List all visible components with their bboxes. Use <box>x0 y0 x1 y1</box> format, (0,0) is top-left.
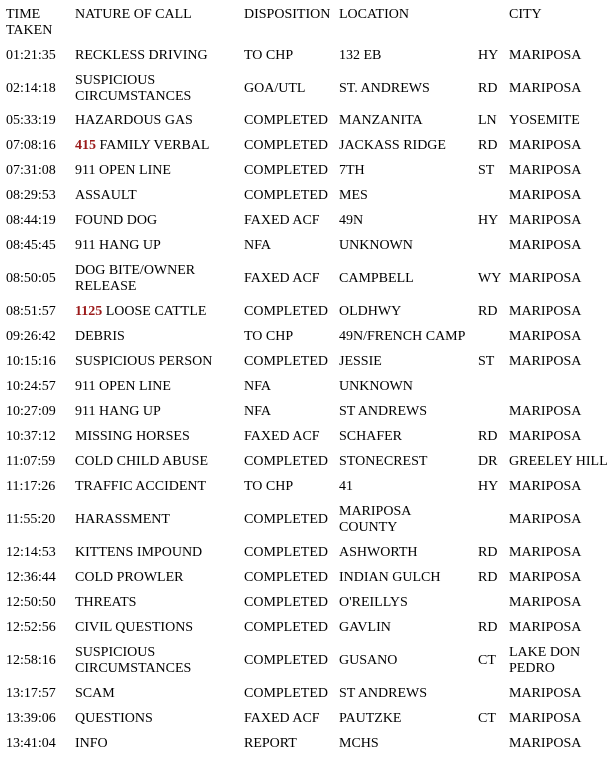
time-cell: 12:58:16 <box>6 652 56 668</box>
disposition-cell: NFA <box>244 403 271 419</box>
time-cell: 12:14:53 <box>6 544 56 560</box>
disposition-cell: COMPLETED <box>244 137 328 153</box>
location-cell: STONECREST <box>339 453 428 469</box>
table-row <box>0 681 614 706</box>
city-cell <box>509 374 614 399</box>
location-cell: OLDHWY <box>339 303 402 319</box>
time-cell: 13:39:06 <box>6 710 56 726</box>
suffix-cell <box>478 374 508 399</box>
table-row <box>0 540 614 565</box>
header-location: LOCATION <box>339 7 409 22</box>
disposition-cell: COMPLETED <box>244 619 328 635</box>
suffix-cell <box>478 233 508 258</box>
suffix-cell <box>478 590 508 615</box>
city-cell: MARIPOSA <box>509 685 582 701</box>
table-row <box>0 109 614 133</box>
disposition-cell: COMPLETED <box>244 453 328 469</box>
suffix-cell: ST <box>478 353 495 369</box>
nature-cell: FOUND DOG <box>75 212 158 228</box>
table-row <box>0 324 614 349</box>
location-cell: INDIAN GULCH <box>339 569 441 585</box>
nature-cell: SCAM <box>75 685 115 701</box>
location-cell: O'REILLYS <box>339 594 408 610</box>
city-cell: MARIPOSA <box>509 328 582 344</box>
header-disposition: DISPOSITION <box>244 7 331 22</box>
suffix-cell <box>478 499 508 540</box>
nature-text: FAMILY VERBAL <box>99 137 210 153</box>
time-cell: 11:07:59 <box>6 453 56 469</box>
nature-cell: COLD CHILD ABUSE <box>75 453 209 469</box>
city-cell: MARIPOSA <box>509 619 582 635</box>
disposition-cell: COMPLETED <box>244 162 328 178</box>
table-row <box>0 565 614 590</box>
table-row <box>0 731 614 756</box>
nature-cell: 911 HANG UP <box>75 237 161 253</box>
table-row <box>0 499 614 540</box>
nature-cell: TRAFFIC ACCIDENT <box>75 478 207 494</box>
disposition-cell: COMPLETED <box>244 652 328 668</box>
city-cell: MARIPOSA <box>509 594 582 610</box>
time-cell: 01:21:35 <box>6 47 56 63</box>
nature-cell: SUSPICIOUS CIRCUMSTANCES <box>75 72 192 104</box>
call-code: 1125 <box>75 303 103 319</box>
location-cell: ASHWORTH <box>339 544 418 560</box>
disposition-cell: FAXED ACF <box>244 270 320 286</box>
nature-cell: HAZARDOUS GAS <box>75 113 193 128</box>
time-cell: 07:31:08 <box>6 162 56 178</box>
nature-cell: ASSAULT <box>75 187 137 203</box>
location-cell: 49N/FRENCH CAMP <box>339 328 466 344</box>
city-cell: YOSEMITE <box>509 113 580 128</box>
time-cell: 08:51:57 <box>6 303 56 319</box>
disposition-cell: FAXED ACF <box>244 212 320 228</box>
location-cell: ST ANDREWS <box>339 403 428 419</box>
nature-content <box>75 138 209 154</box>
disposition-cell: COMPLETED <box>244 594 328 610</box>
disposition-cell: GOA/UTL <box>244 80 306 96</box>
time-cell: 10:24:57 <box>6 378 56 394</box>
location-cell: MANZANITA <box>339 113 423 128</box>
location-cell: SCHAFER <box>339 428 403 444</box>
table-row <box>0 374 614 399</box>
time-cell: 05:33:19 <box>6 113 56 128</box>
location-cell: MARIPOSA COUNTY <box>339 503 412 535</box>
disposition-cell: COMPLETED <box>244 353 328 369</box>
time-cell: 12:52:56 <box>6 619 56 635</box>
nature-cell: SUSPICIOUS CIRCUMSTANCES <box>75 644 192 676</box>
suffix-cell: WY <box>478 270 502 286</box>
nature-cell: 911 OPEN LINE <box>75 378 171 394</box>
disposition-cell: COMPLETED <box>244 544 328 560</box>
header-time-taken: TIME TAKEN <box>6 7 53 38</box>
location-cell: ST. ANDREWS <box>339 80 430 96</box>
table-row <box>0 208 614 233</box>
table-row <box>0 133 614 158</box>
time-cell: 08:29:53 <box>6 187 56 203</box>
suffix-cell: CT <box>478 710 496 726</box>
time-cell: 09:26:42 <box>6 328 56 344</box>
suffix-cell <box>478 399 508 424</box>
city-cell: MARIPOSA <box>509 187 582 203</box>
city-cell: MARIPOSA <box>509 80 582 96</box>
city-cell: MARIPOSA <box>509 511 582 527</box>
nature-cell: 911 HANG UP <box>75 403 161 419</box>
table-row <box>0 258 614 299</box>
nature-cell: RECKLESS DRIVING <box>75 47 208 63</box>
nature-cell <box>75 133 243 158</box>
disposition-cell: COMPLETED <box>244 303 328 319</box>
nature-cell: MISSING HORSES <box>75 428 190 444</box>
table-row <box>0 158 614 183</box>
table-row <box>0 43 614 68</box>
header-nature-of-call: NATURE OF CALL <box>75 7 192 22</box>
table-row <box>0 299 614 324</box>
suffix-cell <box>478 681 508 706</box>
location-cell: GUSANO <box>339 652 398 668</box>
suffix-cell: DR <box>478 453 498 469</box>
table-row <box>0 640 614 681</box>
suffix-cell: RD <box>478 137 498 153</box>
time-cell: 10:15:16 <box>6 353 56 369</box>
table-row <box>0 474 614 499</box>
time-cell: 10:37:12 <box>6 428 56 444</box>
disposition-cell: NFA <box>244 378 271 394</box>
city-cell: GREELEY HILL <box>509 453 608 469</box>
time-cell: 02:14:18 <box>6 80 56 96</box>
disposition-cell: REPORT <box>244 735 297 751</box>
table-row <box>0 183 614 208</box>
suffix-cell: RD <box>478 544 498 560</box>
time-cell: 10:27:09 <box>6 403 56 419</box>
location-cell: ST ANDREWS <box>339 685 428 701</box>
city-cell: MARIPOSA <box>509 710 582 726</box>
time-cell: 13:17:57 <box>6 685 56 701</box>
time-cell: 12:36:44 <box>6 569 56 585</box>
location-cell: JACKASS RIDGE <box>339 137 446 153</box>
suffix-cell: RD <box>478 569 498 585</box>
nature-cell <box>75 299 243 324</box>
location-cell: MES <box>339 187 368 203</box>
disposition-cell: COMPLETED <box>244 187 328 203</box>
disposition-cell: TO CHP <box>244 478 294 494</box>
header-city: CITY <box>509 7 542 22</box>
city-cell: MARIPOSA <box>509 47 582 63</box>
location-cell: UNKNOWN <box>339 378 413 394</box>
nature-cell: THREATS <box>75 594 137 610</box>
time-cell: 08:50:05 <box>6 270 56 286</box>
time-cell: 11:17:26 <box>6 478 56 494</box>
nature-cell: 911 OPEN LINE <box>75 162 171 178</box>
nature-cell: INFO <box>75 735 108 751</box>
city-cell: MARIPOSA <box>509 303 582 319</box>
city-cell: MARIPOSA <box>509 353 582 369</box>
suffix-cell: RD <box>478 619 498 635</box>
location-cell: 41 <box>339 478 353 494</box>
city-cell: MARIPOSA <box>509 428 582 444</box>
disposition-cell: TO CHP <box>244 47 294 63</box>
nature-cell: HARASSMENT <box>75 511 170 527</box>
disposition-cell: FAXED ACF <box>244 710 320 726</box>
time-cell: 12:50:50 <box>6 594 56 610</box>
table-row <box>0 449 614 474</box>
nature-cell: QUESTIONS <box>75 710 153 726</box>
suffix-cell: RD <box>478 303 498 319</box>
city-cell: MARIPOSA <box>509 162 582 178</box>
city-cell: LAKE DON PEDRO <box>509 644 581 676</box>
table-row <box>0 399 614 424</box>
suffix-cell: RD <box>478 80 498 96</box>
city-cell: MARIPOSA <box>509 403 582 419</box>
suffix-cell <box>478 731 508 756</box>
suffix-cell <box>478 183 508 208</box>
location-cell: 49N <box>339 212 364 228</box>
nature-content <box>75 304 206 320</box>
call-code: 415 <box>75 137 96 153</box>
location-cell: MCHS <box>339 735 379 751</box>
nature-cell: DEBRIS <box>75 328 125 344</box>
suffix-cell: RD <box>478 428 498 444</box>
table-row <box>0 233 614 258</box>
table-row <box>0 615 614 640</box>
disposition-cell: COMPLETED <box>244 569 328 585</box>
suffix-cell: HY <box>478 47 499 63</box>
nature-cell: CIVIL QUESTIONS <box>75 619 194 635</box>
location-cell: PAUTZKE <box>339 710 402 726</box>
disposition-cell: TO CHP <box>244 328 294 344</box>
city-cell: MARIPOSA <box>509 478 582 494</box>
location-cell: 132 EB <box>339 47 382 63</box>
location-cell: JESSIE <box>339 353 382 369</box>
time-cell: 13:41:04 <box>6 735 56 751</box>
table-row <box>0 590 614 615</box>
time-cell: 08:44:19 <box>6 212 56 228</box>
nature-cell: COLD PROWLER <box>75 569 184 585</box>
table-header <box>0 0 614 42</box>
suffix-cell: HY <box>478 212 499 228</box>
table-row <box>0 349 614 374</box>
suffix-cell: ST <box>478 162 495 178</box>
location-cell: CAMPBELL <box>339 270 414 286</box>
header-suffix <box>478 0 508 49</box>
time-cell: 08:45:45 <box>6 237 56 253</box>
disposition-cell: NFA <box>244 237 271 253</box>
location-cell: 7TH <box>339 162 365 178</box>
suffix-cell: HY <box>478 478 499 494</box>
location-cell: UNKNOWN <box>339 237 413 253</box>
city-cell: MARIPOSA <box>509 270 582 286</box>
city-cell: MARIPOSA <box>509 237 582 253</box>
table-row <box>0 68 614 109</box>
suffix-cell: LN <box>478 113 497 128</box>
city-cell: MARIPOSA <box>509 137 582 153</box>
nature-cell: DOG BITE/OWNER RELEASE <box>75 262 196 294</box>
nature-cell: SUSPICIOUS PERSON <box>75 353 213 369</box>
time-cell: 11:55:20 <box>6 511 56 527</box>
suffix-cell: CT <box>478 652 496 668</box>
disposition-cell: COMPLETED <box>244 685 328 701</box>
city-cell: MARIPOSA <box>509 212 582 228</box>
table-row <box>0 706 614 731</box>
time-cell: 07:08:16 <box>6 137 56 153</box>
city-cell: MARIPOSA <box>509 544 582 560</box>
nature-cell: KITTENS IMPOUND <box>75 544 203 560</box>
disposition-cell: FAXED ACF <box>244 428 320 444</box>
suffix-cell <box>478 324 508 349</box>
table-row <box>0 424 614 449</box>
location-cell: GAVLIN <box>339 619 391 635</box>
disposition-cell: COMPLETED <box>244 511 328 527</box>
city-cell: MARIPOSA <box>509 569 582 585</box>
nature-text: LOOSE CATTLE <box>105 303 207 319</box>
disposition-cell: COMPLETED <box>244 113 328 128</box>
city-cell: MARIPOSA <box>509 735 582 751</box>
